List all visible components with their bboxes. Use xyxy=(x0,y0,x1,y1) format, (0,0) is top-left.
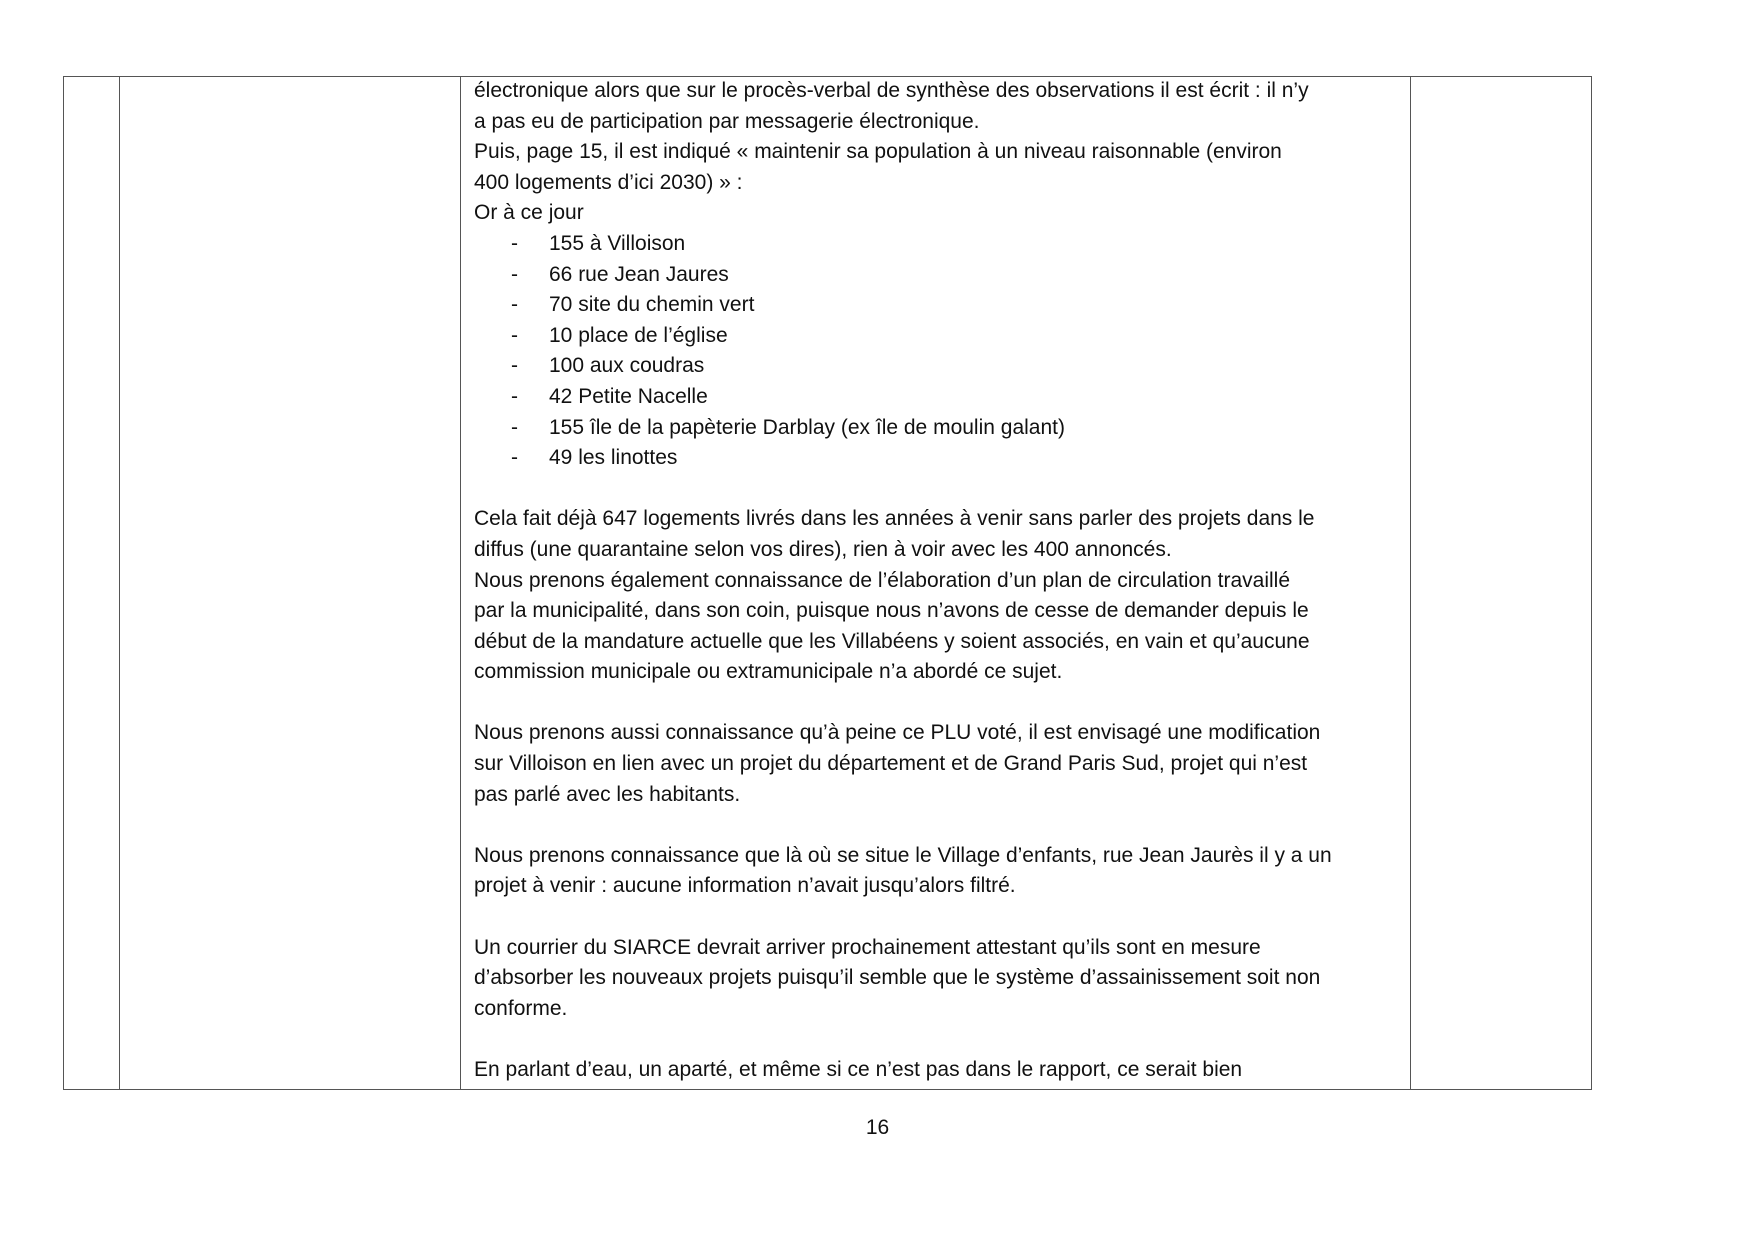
list-marker: - xyxy=(511,231,518,255)
paragraph-line: commission municipale ou extramunicipale n’a abordé ce sujet. xyxy=(474,660,1063,684)
observation-text-cell xyxy=(474,76,1414,1086)
list-item-text: 42 Petite Nacelle xyxy=(549,384,708,408)
list-item xyxy=(474,443,1414,474)
list-item-text: 155 à Villoison xyxy=(549,231,686,255)
list-item xyxy=(474,260,1414,291)
list-item-text: 70 site du chemin vert xyxy=(549,293,755,317)
paragraph-line: pas parlé avec les habitants. xyxy=(474,782,741,806)
list-item-text: 155 île de la papèterie Darblay (ex île de moulin galant) xyxy=(549,415,1065,439)
paragraph-line: d’absorber les nouveaux projets puisqu’il semble que le système d’assainissement soit non xyxy=(474,966,1321,990)
page-number: 16 xyxy=(865,1116,890,1139)
paragraph-spacer xyxy=(474,688,1414,719)
list-item-text: 10 place de l’église xyxy=(549,323,728,347)
list-item xyxy=(474,382,1414,413)
list-item-text: 100 aux coudras xyxy=(549,354,705,378)
paragraph-spacer xyxy=(474,902,1414,933)
paragraph-line: projet à venir : aucune information n’avait jusqu’alors filtré. xyxy=(474,874,1016,898)
paragraph-line: sur Villoison en lien avec un projet du département et de Grand Paris Sud, projet qui n’est xyxy=(474,752,1308,776)
paragraph-spacer xyxy=(474,474,1414,505)
paragraph-line: Nous prenons également connaissance de l’élaboration d’un plan de circulation travaillé xyxy=(474,568,1291,592)
list-item xyxy=(474,290,1414,321)
intro-line: a pas eu de participation par messagerie électronique. xyxy=(474,109,980,133)
list-marker: - xyxy=(511,415,518,439)
paragraph-line: Nous prenons connaissance que là où se situe le Village d’enfants, rue Jean Jaurès il y a un xyxy=(474,843,1332,867)
paragraph-line: Nous prenons aussi connaissance qu’à peine ce PLU voté, il est envisagé une modification xyxy=(474,721,1321,745)
paragraph-line: En parlant d’eau, un aparté, et même si ce n’est pas dans le rapport, ce serait bien xyxy=(474,1058,1243,1081)
list-marker: - xyxy=(511,293,518,317)
intro-line: Puis, page 15, il est indiqué « maintenir sa population à un niveau raisonnable (environ xyxy=(474,140,1282,164)
intro-line: électronique alors que sur le procès-verbal de synthèse des observations il est écrit : il n’y xyxy=(474,79,1309,102)
list-item-text: 49 les linottes xyxy=(549,446,678,470)
intro-line: 400 logements d’ici 2030) » : xyxy=(474,170,743,194)
paragraph-spacer xyxy=(474,810,1414,841)
paragraph-line: Cela fait déjà 647 logements livrés dans les années à venir sans parler des projets dans le xyxy=(474,507,1315,531)
paragraph-line: début de la mandature actuelle que les Villabéens y soient associés, en vain et qu’aucune xyxy=(474,629,1310,653)
paragraph-line: Un courrier du SIARCE devrait arriver prochainement attestant qu’ils sont en mesure xyxy=(474,935,1261,959)
list-marker: - xyxy=(511,323,518,347)
table-column-divider-1 xyxy=(119,77,120,1089)
table-column-divider-2 xyxy=(460,77,461,1089)
list-item xyxy=(474,351,1414,382)
list-item xyxy=(474,321,1414,352)
paragraph-spacer xyxy=(474,1024,1414,1055)
list-item-text: 66 rue Jean Jaures xyxy=(549,262,729,286)
paragraph-line: diffus (une quarantaine selon vos dires), rien à voir avec les 400 annoncés. xyxy=(474,537,1172,561)
intro-line: Or à ce jour xyxy=(474,201,584,225)
list-marker: - xyxy=(511,262,518,286)
list-item xyxy=(474,229,1414,260)
paragraph-line: par la municipalité, dans son coin, puisque nous n’avons de cesse de demander depuis le xyxy=(474,599,1309,623)
list-marker: - xyxy=(511,354,518,378)
list-marker: - xyxy=(511,446,518,470)
paragraph-line: conforme. xyxy=(474,996,568,1020)
list-item xyxy=(474,413,1414,444)
list-marker: - xyxy=(511,384,518,408)
